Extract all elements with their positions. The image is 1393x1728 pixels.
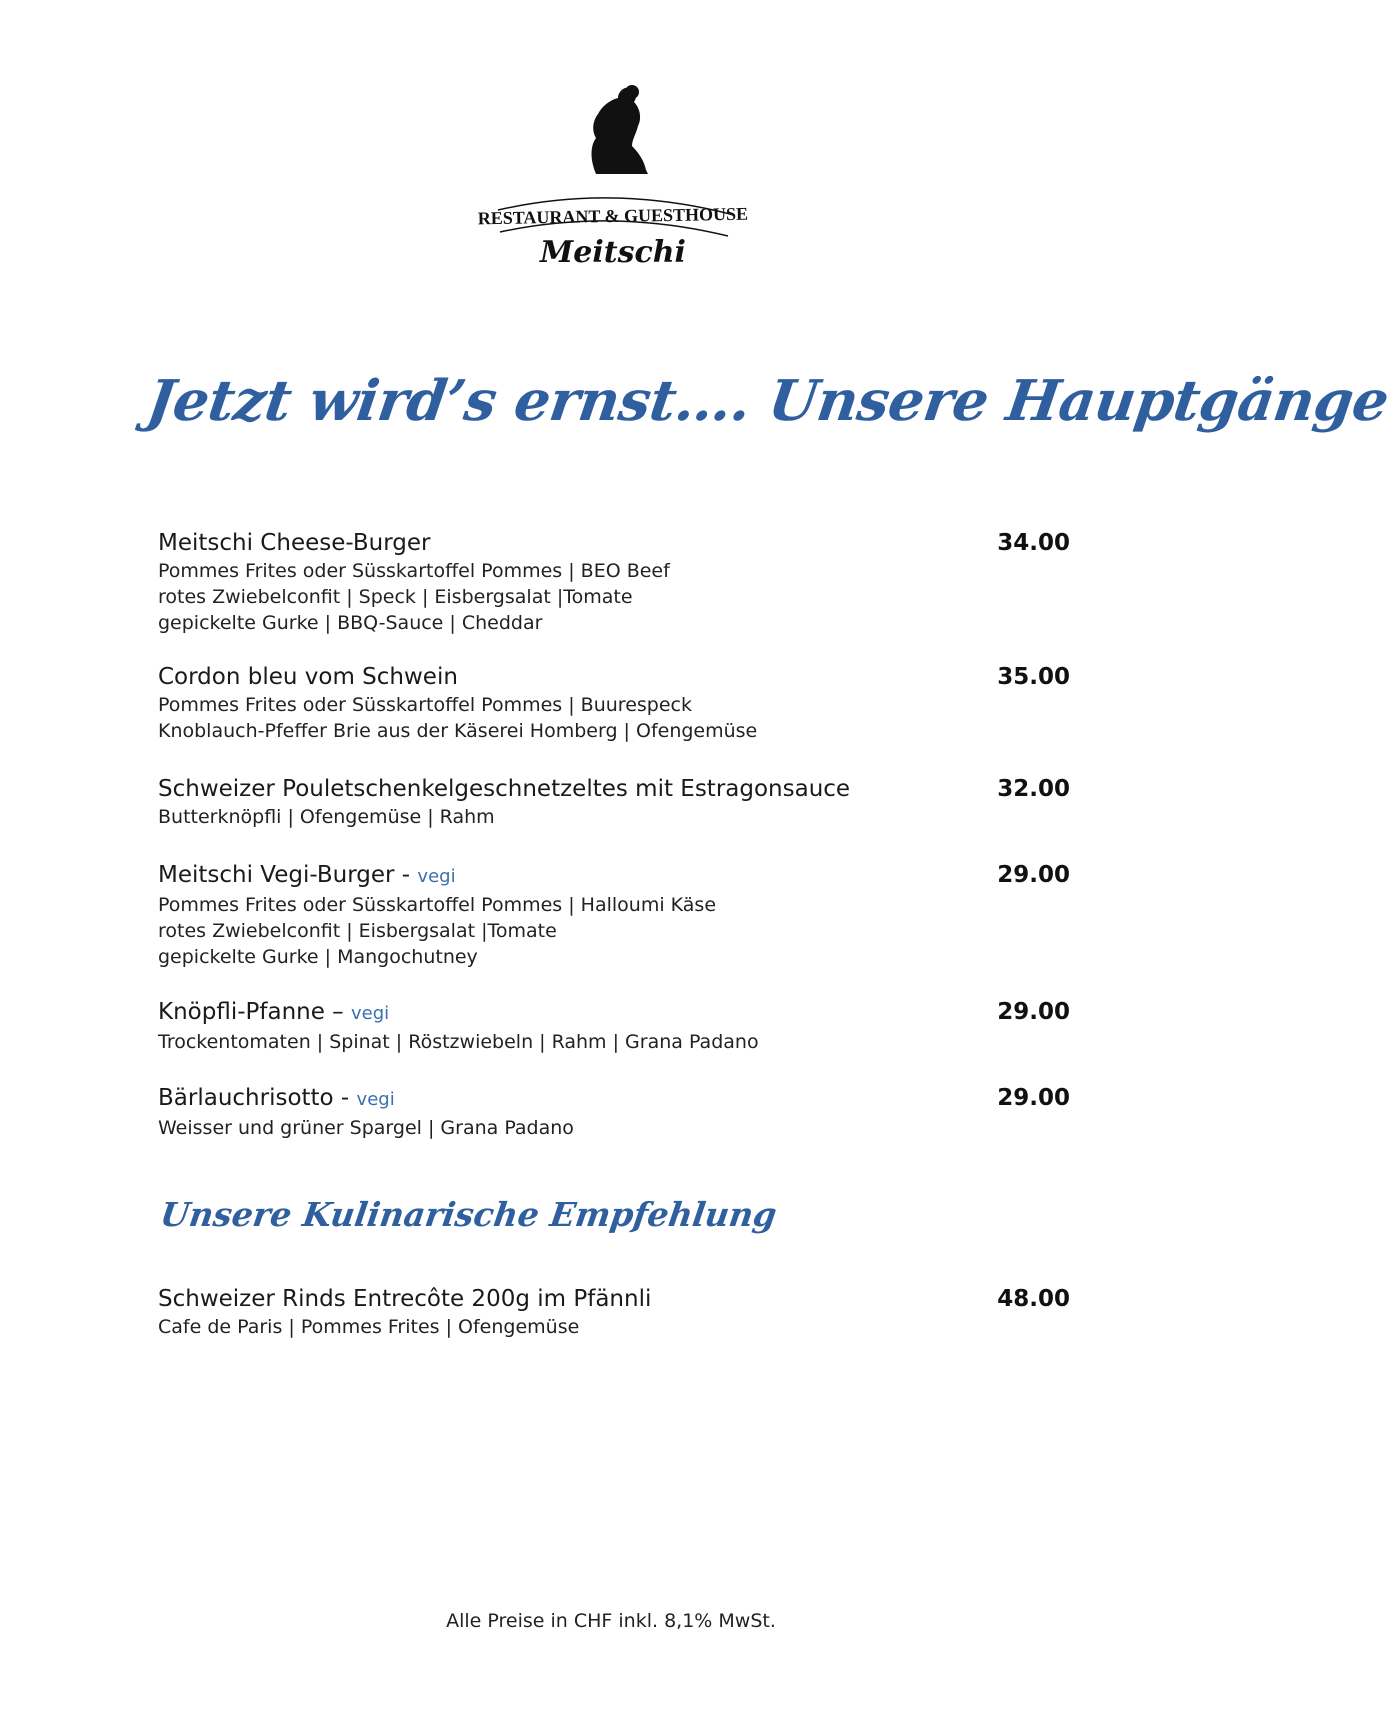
item-desc-line: Pommes Frites oder Süsskartoffel Pommes | Halloumi Käse — [158, 894, 717, 916]
menu-item — [158, 774, 1070, 830]
logo-line2: Meitschi — [540, 235, 686, 270]
item-separator: - — [333, 1085, 357, 1111]
menu-item — [158, 1083, 1070, 1141]
item-desc-line: Butterknöpfli | Ofengemüse | Rahm — [158, 806, 495, 828]
woman-silhouette-icon — [468, 62, 758, 270]
menu-item — [158, 662, 1070, 744]
item-name: Knöpfli-Pfanne — [158, 999, 325, 1025]
item-desc-line: gepickelte Gurke | Mangochutney — [158, 946, 478, 968]
item-name: Schweizer Pouletschenkelgeschnetzeltes mit Estragonsauce — [158, 776, 851, 802]
item-name-row — [158, 997, 1070, 1029]
item-desc-line: Knoblauch-Pfeffer Brie aus der Käserei Homberg | Ofengemüse — [158, 720, 758, 742]
price-note: Alle Preise in CHF inkl. 8,1% MwSt. — [446, 1610, 776, 1632]
page-title: Jetzt wird’s ernst…. Unsere Hauptgänge — [143, 368, 1393, 434]
item-price: 29.00 — [997, 862, 1070, 888]
item-name: Meitschi Cheese-Burger — [158, 530, 431, 556]
item-name: Cordon bleu vom Schwein — [158, 664, 458, 690]
vegi-tag: vegi — [351, 1003, 390, 1024]
item-name-row — [158, 1083, 1070, 1115]
item-desc-line: rotes Zwiebelconfit | Speck | Eisbergsalat |Tomate — [158, 586, 633, 608]
item-price: 48.00 — [997, 1286, 1070, 1312]
menu-item — [158, 997, 1070, 1055]
item-price: 32.00 — [997, 776, 1070, 802]
item-price: 34.00 — [997, 530, 1070, 556]
item-desc-line: Weisser und grüner Spargel | Grana Padano — [158, 1117, 574, 1139]
logo-line1: RESTAURANT & GUESTHOUSE — [477, 203, 749, 229]
item-price: 29.00 — [997, 1085, 1070, 1111]
item-desc-line: Pommes Frites oder Süsskartoffel Pommes | Buurespeck — [158, 694, 692, 716]
item-separator: - — [394, 862, 418, 888]
item-price: 29.00 — [997, 999, 1070, 1025]
vegi-tag: vegi — [417, 866, 456, 887]
item-name: Schweizer Rinds Entrecôte 200g im Pfännli — [158, 1286, 652, 1312]
menu-item — [158, 860, 1070, 970]
item-name: Meitschi Vegi-Burger — [158, 862, 395, 888]
restaurant-logo — [468, 62, 758, 270]
item-desc-line: Cafe de Paris | Pommes Frites | Ofengemüse — [158, 1316, 580, 1338]
item-name: Bärlauchrisotto — [158, 1085, 334, 1111]
item-name-row — [158, 860, 1070, 892]
item-desc-line: Trockentomaten | Spinat | Röstzwiebeln | Rahm | Grana Padano — [158, 1031, 759, 1053]
item-desc-line: Pommes Frites oder Süsskartoffel Pommes | BEO Beef — [158, 560, 670, 582]
section-title: Unsere Kulinarische Empfehlung — [158, 1195, 780, 1234]
item-price: 35.00 — [997, 664, 1070, 690]
item-desc-line: rotes Zwiebelconfit | Eisbergsalat |Tomate — [158, 920, 557, 942]
vegi-tag: vegi — [356, 1089, 395, 1110]
item-desc-line: gepickelte Gurke | BBQ-Sauce | Cheddar — [158, 612, 543, 634]
menu-item — [158, 528, 1070, 636]
recommendation-item — [158, 1284, 1070, 1340]
item-separator: – — [324, 999, 351, 1025]
